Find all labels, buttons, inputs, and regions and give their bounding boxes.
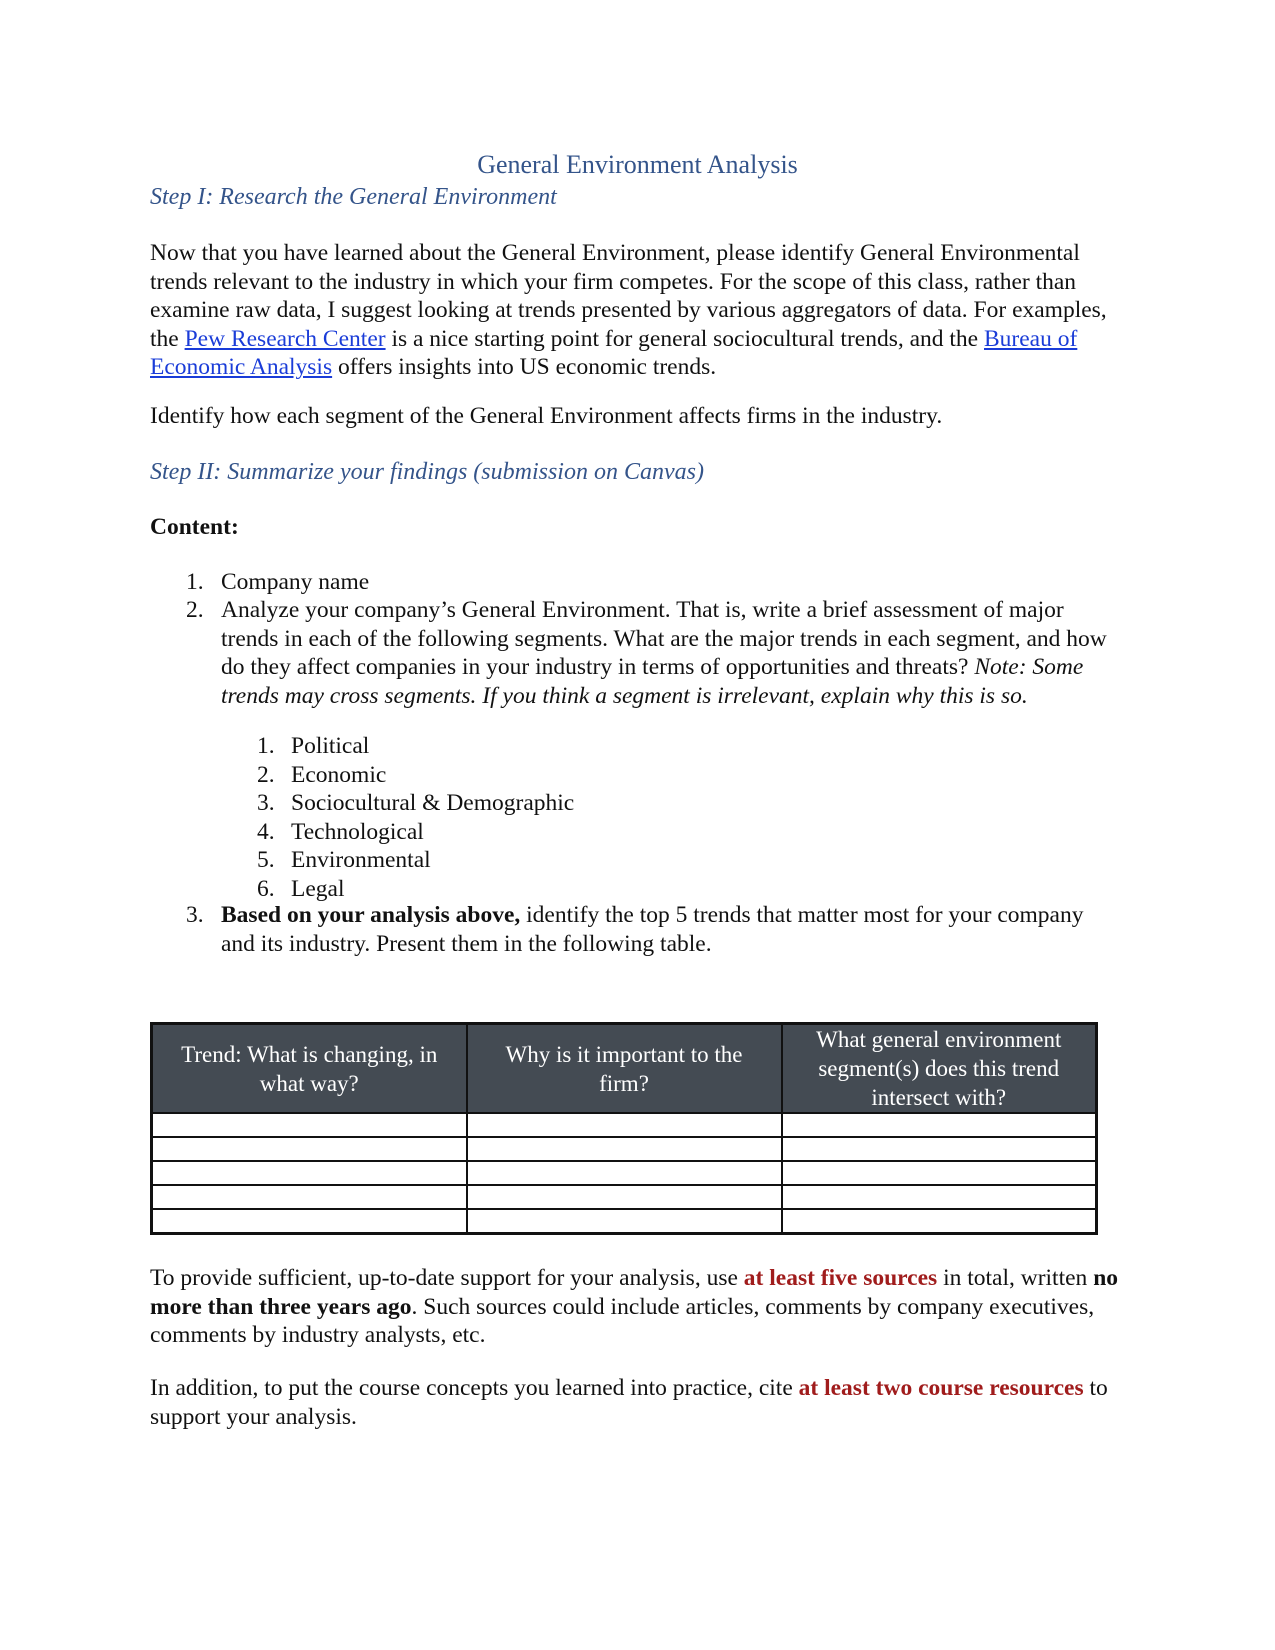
segment-item: 5. Environmental xyxy=(257,847,431,874)
table-row xyxy=(152,1185,1097,1209)
step-one-heading: Step I: Research the General Environment xyxy=(150,184,557,210)
table-cell[interactable] xyxy=(152,1161,467,1185)
sources-paragraph: To provide sufficient, up-to-date support for your analysis, use at least five sources in total, written no more than three years ago. Such sources could include articles, comments by company executives, comments by industry analysts, etc. xyxy=(150,1265,1119,1349)
table-cell[interactable] xyxy=(782,1185,1097,1209)
bea-link[interactable]: Bureau of Economic Analysis xyxy=(150,325,1078,381)
list-item-3: 3. Based on your analysis above, identify the top 5 trends that matter most for your company and its industry. Present them in the following table. xyxy=(186,902,1084,957)
list-item-1-text: Company name xyxy=(221,569,370,595)
table-cell[interactable] xyxy=(152,1113,467,1137)
trends-table xyxy=(150,1022,1098,1235)
table-cell[interactable] xyxy=(467,1137,782,1161)
sources-highlight: at least five sources xyxy=(743,1265,938,1291)
table-cell[interactable] xyxy=(782,1137,1097,1161)
course-highlight: at least two course resources xyxy=(798,1375,1084,1401)
page-title: General Environment Analysis xyxy=(477,150,798,179)
segment-item: 1. Political xyxy=(257,733,370,759)
table-cell[interactable] xyxy=(467,1185,782,1209)
segment-list xyxy=(257,732,575,904)
table-header: Trend: What is changing, in what way? xyxy=(152,1024,467,1114)
table-cell[interactable] xyxy=(782,1161,1097,1185)
content-heading: Content: xyxy=(150,514,239,540)
segment-item: 3. Sociocultural & Demographic xyxy=(257,790,575,817)
intro-paragraph xyxy=(150,239,1135,382)
sources-bold: no more than three years ago xyxy=(150,1265,1119,1320)
table-cell[interactable] xyxy=(782,1209,1097,1234)
table-cell[interactable] xyxy=(467,1113,782,1137)
list-item-3-bold: Based on your analysis above, xyxy=(221,902,521,928)
identify-paragraph: Identify how each segment of the General Environment affects firms in the industry. xyxy=(150,403,943,429)
pew-research-link[interactable]: Pew Research Center xyxy=(184,325,386,352)
course-paragraph: In addition, to put the course concepts you learned into practice, cite at least two course resources to support your analysis. xyxy=(150,1375,1108,1430)
step-two-heading: Step II: Summarize your findings (submission on Canvas) xyxy=(150,459,704,485)
segment-item: 2. Economic xyxy=(257,761,387,788)
table-cell[interactable] xyxy=(152,1185,467,1209)
table-row xyxy=(152,1137,1097,1161)
table-row xyxy=(152,1209,1097,1234)
segment-item: 4. Technological xyxy=(257,818,424,845)
table-cell[interactable] xyxy=(152,1137,467,1161)
list-item-2: 2. Analyze your company’s General Environment. That is, write a brief assessment of major trends in each of the following segments. What are the major trends in each segment, and how do they affect companies in your industry in terms of opportunities and threats? Note: Some trends may cross segments. If you think a segment is irrelevant, explain why this is so. xyxy=(186,597,1107,709)
segment-item: 6. Legal xyxy=(257,875,345,902)
table-cell[interactable] xyxy=(467,1161,782,1185)
table-cell[interactable] xyxy=(152,1209,467,1234)
list-item-3-text: identify the top 5 trends that matter most for your company and its industry. Present them in the following table. xyxy=(221,902,1084,957)
table-row xyxy=(152,1161,1097,1185)
list-item-1: 1. Company name xyxy=(186,568,1116,597)
intro-text-1: Now that you have learned about the General Environment, please identify General Environmental trends relevant to the industry in which your firm competes. For the scope of this class, rather than examine raw data, I suggest looking at trends presented by various aggregators of data. For examples, the xyxy=(150,240,1107,352)
table-cell[interactable] xyxy=(467,1209,782,1234)
table-header: Why is it important to the firm? xyxy=(467,1024,782,1114)
intro-text-2: is a nice starting point for general sociocultural trends, and the xyxy=(385,325,984,352)
table-row xyxy=(152,1113,1097,1137)
table-cell[interactable] xyxy=(782,1113,1097,1137)
list-item-2-note: Note: Some trends may cross segments. If you think a segment is irrelevant, explain why this is so. xyxy=(221,654,1084,709)
intro-text-3: offers insights into US economic trends. xyxy=(332,354,717,381)
table-header-row xyxy=(152,1024,1097,1114)
list-item-2-text: Analyze your company’s General Environment. That is, write a brief assessment of major trends in each of the following segments. What are the major trends in each segment, and how do they affect companies in your industry in terms of opportunities and threats? xyxy=(221,597,1107,681)
table-header: What general environment segment(s) does this trend intersect with? xyxy=(782,1024,1097,1114)
